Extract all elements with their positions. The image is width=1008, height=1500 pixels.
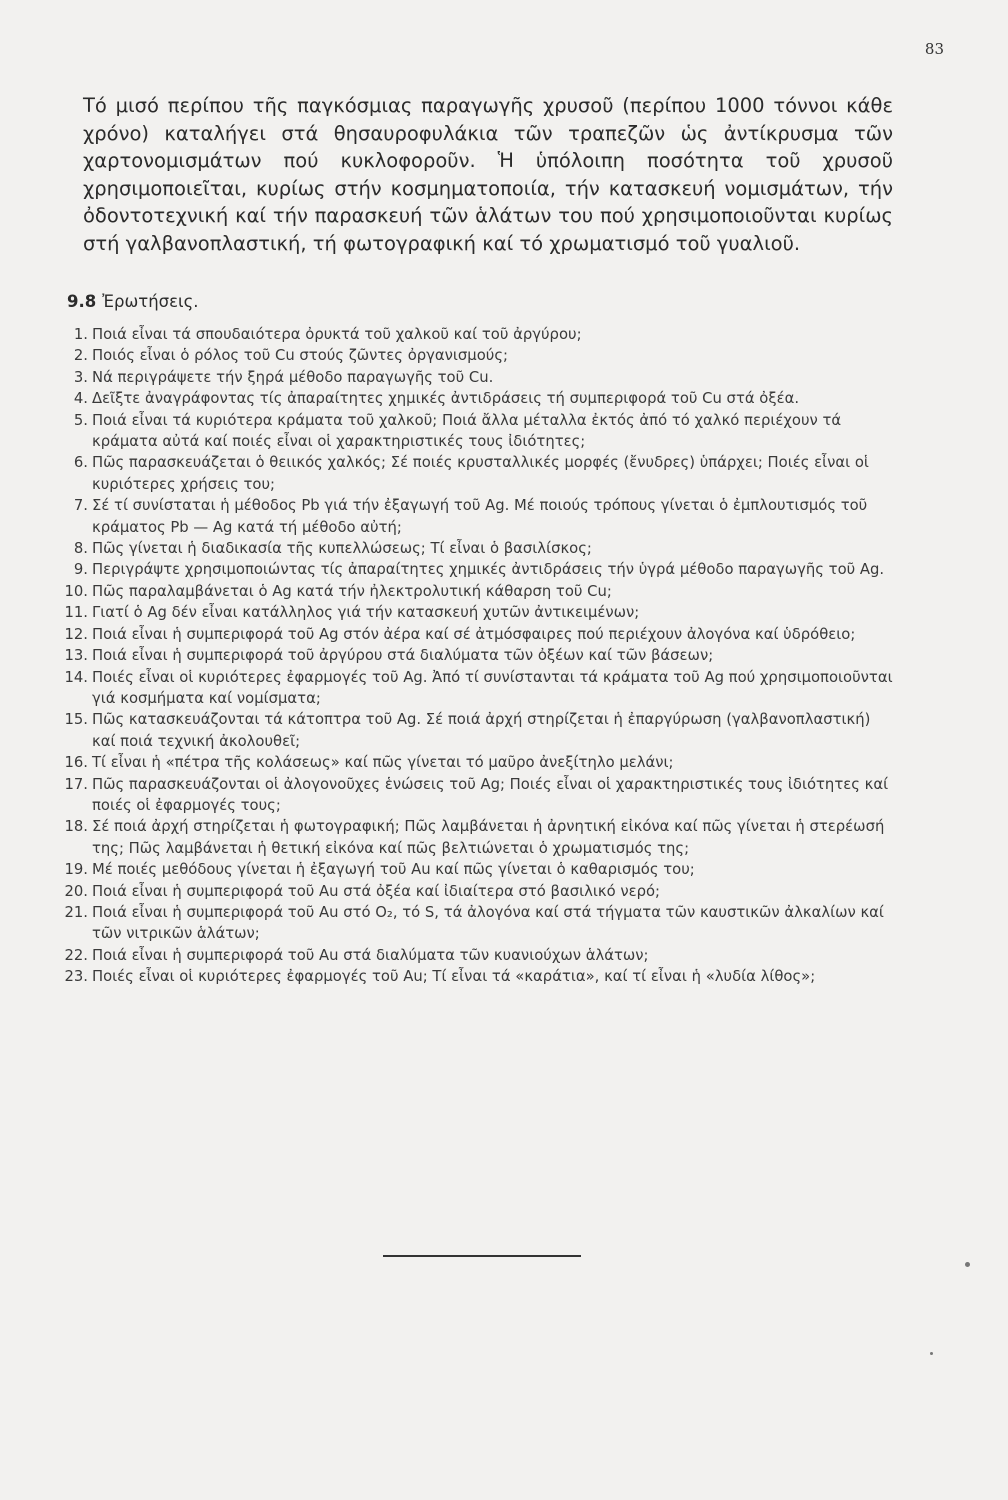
print-speck [965, 1262, 970, 1267]
question-text: Ποιά εἶναι ἡ συμπεριφορά τοῦ Ag στόν ἀέρα καί σέ ἀτμόσφαιρες πού περιέχουν ἀλογόνα καί ὑδρόθειο; [92, 625, 856, 643]
page-number: 83 [924, 40, 944, 58]
question-item [60, 774, 898, 817]
question-item [60, 816, 898, 859]
question-item [60, 966, 898, 987]
question-number: 1. [73, 326, 88, 343]
question-item [60, 324, 898, 345]
question-text: Ποιά εἶναι τά σπουδαιότερα ὀρυκτά τοῦ χαλκοῦ καί τοῦ ἀργύρου; [92, 326, 582, 343]
question-text: Δεῖξτε ἀναγράφοντας τίς ἀπαραίτητες χημικές ἀντιδράσεις τή συμπεριφορά τοῦ Cu στά ὀξέα. [92, 390, 800, 408]
question-number: 12. [64, 625, 88, 643]
question-item [60, 945, 898, 966]
question-number: 15. [64, 711, 88, 729]
question-text: Ποιές εἶναι οἱ κυριότερες ἐφαρμογές τοῦ Ag. Ἀπό τί συνίστανται τά κράματα τοῦ Ag πού χρησιμοποιοῦνται γιά κοσμήματα καί νομίσματα; [92, 668, 893, 707]
question-number: 11. [64, 604, 88, 622]
question-text: Ποιά εἶναι ἡ συμπεριφορά τοῦ Au στά διαλύματα τῶν κυανιούχων ἁλάτων; [92, 946, 649, 964]
question-number: 19. [64, 861, 88, 879]
question-number: 6. [73, 454, 88, 472]
question-item [60, 538, 898, 559]
intro-paragraph: Τό μισό περίπου τῆς παγκόσμιας παραγωγῆς χρυσοῦ (περίπου 1000 τόννοι κάθε χρόνο) καταλήγει στά θησαυροφυλάκια τῶν τραπεζῶν ὡς ἀντίκρυσμα τῶν χαρτονομισμάτων πού κυκλοφοροῦν. Ἡ ὑπόλοιπη ποσότητα τοῦ χρυσοῦ χρησιμοποιεῖται, κυρίως στήν κοσμηματοποιία, τήν κατασκευή νομισμάτων, τήν ὀδοντοτεχνική καί τήν παρασκευή τῶν ἁλάτων του πού χρησιμοποιοῦνται κυρίως στή γαλβανοπλαστική, τή φωτογραφική καί τό χρωματισμό τοῦ γυαλιοῦ. [83, 94, 893, 255]
question-number: 13. [64, 647, 88, 665]
question-text: Γιατί ὁ Ag δέν εἶναι κατάλληλος γιά τήν κατασκευή χυτῶν ἀντικειμένων; [92, 604, 640, 622]
question-item [60, 709, 898, 752]
question-item [60, 559, 898, 580]
question-number: 22. [64, 946, 88, 964]
question-number: 17. [64, 775, 88, 793]
question-text: Πῶς παρασκευάζονται οἱ ἀλογονοῦχες ἑνώσεις τοῦ Ag; Ποιές εἶναι οἱ χαρακτηριστικές τους ἰδιότητες καί ποιές οἱ ἐφαρμογές τους; [92, 775, 889, 814]
question-item [60, 452, 898, 495]
question-number: 14. [64, 668, 88, 686]
question-text: Ποιά εἶναι ἡ συμπεριφορά τοῦ Au στό O₂, τό S, τά ἀλογόνα καί στά τήγματα τῶν καυστικῶν ἀλκαλίων καί τῶν νιτρικῶν ἁλάτων; [92, 903, 884, 943]
question-item [60, 645, 898, 666]
question-number: 23. [64, 968, 88, 986]
question-item [60, 345, 898, 366]
question-text: Μέ ποιές μεθόδους γίνεται ἡ ἐξαγωγή τοῦ Au καί πῶς γίνεται ὁ καθαρισμός του; [92, 861, 695, 879]
print-speck [930, 1352, 933, 1355]
question-number: 21. [64, 903, 88, 921]
question-number: 8. [73, 540, 88, 558]
question-text: Πῶς παραλαμβάνεται ὁ Ag κατά τήν ἠλεκτρολυτική κάθαρση τοῦ Cu; [92, 582, 612, 600]
question-text: Νά περιγράψετε τήν ξηρά μέθοδο παραγωγῆς τοῦ Cu. [92, 368, 494, 386]
question-number: 16. [64, 754, 88, 772]
question-item [60, 602, 898, 623]
question-text: Σέ τί συνίσταται ἡ μέθοδος Pb γιά τήν ἐξαγωγή τοῦ Ag. Μέ ποιούς τρόπους γίνεται ὁ ἐμπλουτισμός τοῦ κράματος Pb — Ag κατά τή μέθοδο αὐτή; [92, 497, 868, 536]
question-item [60, 667, 898, 710]
question-item [60, 410, 898, 453]
questions-list [60, 324, 898, 988]
question-number: 3. [73, 368, 88, 386]
question-number: 18. [64, 818, 88, 836]
question-item [60, 367, 898, 388]
question-number: 9. [73, 561, 88, 579]
question-text: Ποιά εἶναι ἡ συμπεριφορά τοῦ Au στά ὀξέα καί ἰδιαίτερα στό βασιλικό νερό; [92, 882, 661, 900]
question-item [60, 881, 898, 902]
section-heading [67, 292, 199, 311]
question-text: Ποιά εἶναι τά κυριότερα κράματα τοῦ χαλκοῦ; Ποιά ἄλλα μέταλλα ἐκτός ἀπό τό χαλκό περιέχουν τά κράματα αὐτά καί ποιές εἶναι οἱ χαρακτηριστικές τους ἰδιότητες; [92, 411, 842, 451]
question-number: 4. [73, 390, 88, 408]
section-title: Ἐρωτήσεις. [102, 292, 199, 311]
question-text: Ποιές εἶναι οἱ κυριότερες ἐφαρμογές τοῦ Au; Τί εἶναι τά «καράτια», καί τί εἶναι ἡ «λυδία λίθος»; [92, 968, 816, 986]
question-text: Ποιός εἶναι ὁ ρόλος τοῦ Cu στούς ζῶντες ὀργανισμούς; [92, 347, 508, 365]
question-text: Περιγράψτε χρησιμοποιώντας τίς ἀπαραίτητες χημικές ἀντιδράσεις τήν ὑγρά μέθοδο παραγωγῆς τοῦ Ag. [92, 561, 885, 579]
question-item [60, 388, 898, 409]
question-number: 2. [73, 347, 88, 365]
section-number: 9.8 [67, 292, 97, 311]
question-item [60, 752, 898, 773]
question-number: 5. [73, 411, 88, 429]
question-text: Πῶς κατασκευάζονται τά κάτοπτρα τοῦ Ag. Σέ ποιά ἀρχή στηρίζεται ἡ ἐπαργύρωση (γαλβανοπλαστική) καί ποιά τεχνική ἀκολουθεῖ; [92, 711, 871, 750]
question-item [60, 581, 898, 602]
question-number: 10. [64, 582, 88, 600]
question-text: Ποιά εἶναι ἡ συμπεριφορά τοῦ ἀργύρου στά διαλύματα τῶν ὀξέων καί τῶν βάσεων; [92, 647, 714, 665]
question-number: 20. [64, 882, 88, 900]
question-text: Πῶς γίνεται ἡ διαδικασία τῆς κυπελλώσεως; Τί εἶναι ὁ βασιλίσκος; [92, 540, 592, 558]
question-item [60, 495, 898, 538]
question-number: 7. [73, 497, 88, 515]
question-text: Σέ ποιά ἀρχή στηρίζεται ἡ φωτογραφική; Πῶς λαμβάνεται ἡ ἀρνητική εἰκόνα καί πῶς γίνεται ἡ στερέωσή της; Πῶς λαμβάνεται ἡ θετική εἰκόνα καί πῶς βελτιώνεται ὁ χρωματισμός της; [92, 818, 885, 857]
end-rule-divider [383, 1255, 581, 1257]
question-item [60, 859, 898, 880]
question-item [60, 902, 898, 945]
question-text: Τί εἶναι ἡ «πέτρα τῆς κολάσεως» καί πῶς γίνεται τό μαῦρο ἀνεξίτηλο μελάνι; [92, 754, 674, 772]
question-item [60, 624, 898, 645]
question-text: Πῶς παρασκευάζεται ὁ θειικός χαλκός; Σέ ποιές κρυσταλλικές μορφές (ἔνυδρες) ὑπάρχει; Ποιές εἶναι οἱ κυριότερες χρήσεις του; [92, 454, 869, 493]
